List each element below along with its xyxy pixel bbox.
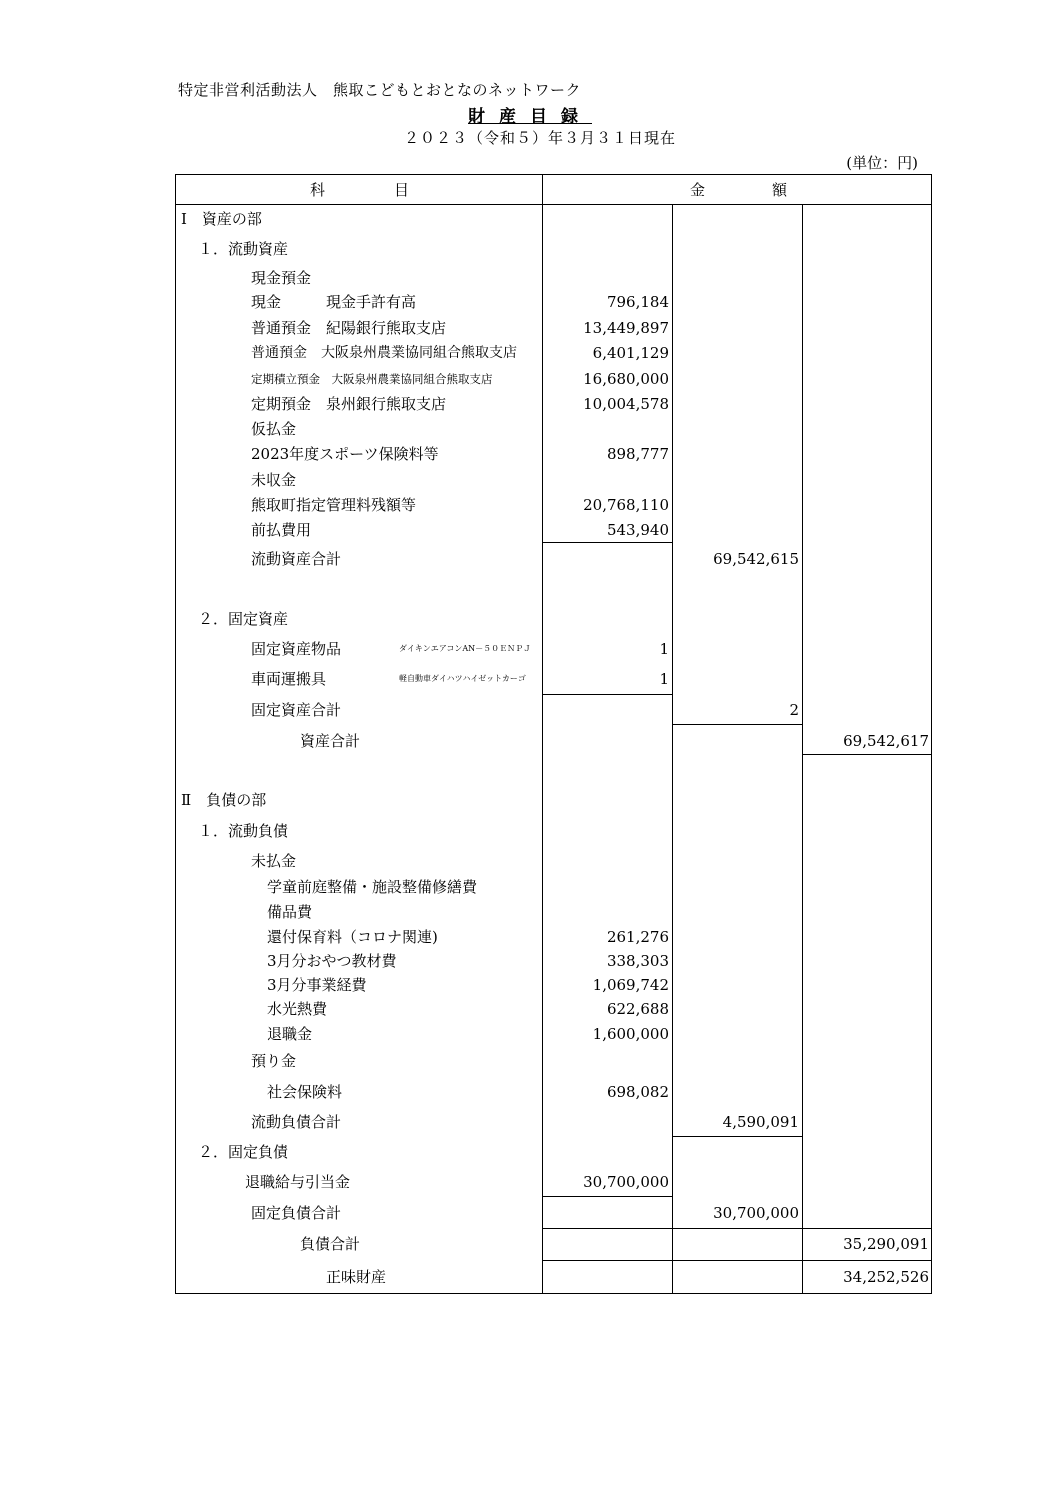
kiyo-bank-label: 普通預金 紀陽銀行熊取支店: [251, 319, 447, 337]
ja-fixed-deposit-label: 定期積立預金 大阪泉州農業協同組合熊取支店: [251, 372, 493, 386]
senshu-bank-label: 定期預金 泉州銀行熊取支店: [251, 395, 447, 413]
liabilities-section-heading: Ⅱ 負債の部: [181, 791, 267, 809]
current-assets-heading: １．流動資産: [198, 240, 289, 258]
organization-name: 特定非営利活動法人 熊取こどもとおとなのネットワーク: [178, 81, 582, 99]
column-header-amount-b: 額: [772, 181, 789, 199]
current-assets-total-amount: 69,542,615: [713, 550, 799, 568]
fixed-liabilities-heading: ２．固定負債: [198, 1143, 289, 1161]
business-expense-label: 3月分事業経費: [267, 976, 367, 994]
current-liabilities-total-label: 流動負債合計: [251, 1113, 342, 1131]
utilities-amount: 622,688: [606, 1000, 669, 1018]
column-header-item-b: 目: [394, 181, 411, 199]
unit-label: (単位：円): [846, 154, 918, 172]
vehicle-label: 車両運搬具: [251, 670, 327, 688]
snacks-label: 3月分おやつ教材費: [267, 952, 397, 970]
column-header-item-a: 科: [310, 181, 327, 199]
cash-deposits-heading: 現金預金: [251, 269, 312, 287]
senshu-bank-amount: 10,004,578: [583, 395, 669, 413]
ja-bank-amount: 6,401,129: [592, 344, 669, 362]
assets-total-label: 資産合計: [300, 732, 361, 750]
social-insurance-amount: 698,082: [606, 1083, 669, 1101]
kiyo-bank-amount: 13,449,897: [583, 319, 669, 337]
vehicle-amount: 1: [659, 670, 669, 688]
payable-heading: 未払金: [251, 852, 297, 870]
suspense-heading: 仮払金: [251, 420, 297, 438]
liabilities-total-amount: 35,290,091: [843, 1235, 929, 1253]
cash-label: 現金 現金手許有高: [251, 293, 417, 311]
fixed-assets-total-amount: 2: [789, 701, 799, 719]
fixed-assets-total-label: 固定資産合計: [251, 701, 342, 719]
vehicle-note: 軽自動車ダイハツハイゼットカーゴ: [399, 674, 526, 683]
sports-insurance-amount: 898,777: [606, 445, 669, 463]
fixed-assets-heading: ２．固定資産: [198, 610, 289, 628]
current-assets-total-label: 流動資産合計: [251, 550, 342, 568]
net-assets-amount: 34,252,526: [843, 1268, 929, 1286]
liabilities-total-label: 負債合計: [300, 1235, 361, 1253]
sports-insurance-label: 2023年度スポーツ保険料等: [251, 445, 439, 463]
refund-amount: 261,276: [606, 928, 669, 946]
retirement-allowance-amount: 30,700,000: [583, 1173, 669, 1191]
fixed-liabilities-total-label: 固定負債合計: [251, 1204, 342, 1222]
current-liabilities-total-amount: 4,590,091: [722, 1113, 799, 1131]
retirement-pay-label: 退職金: [267, 1025, 313, 1043]
assets-section-heading: Ⅰ 資産の部: [181, 210, 262, 228]
equipment-heading: 備品費: [267, 903, 313, 921]
cash-amount: 796,184: [606, 293, 669, 311]
fixed-goods-note: ダイキンエアコンAN－５０ＥＮＰＪ: [399, 644, 532, 653]
kumatori-fee-amount: 20,768,110: [583, 496, 669, 514]
fixed-goods-label: 固定資産物品: [251, 640, 342, 658]
receivable-heading: 未収金: [251, 471, 297, 489]
refund-label: 還付保育料（コロナ関連): [267, 928, 438, 946]
utilities-label: 水光熱費: [267, 1000, 328, 1018]
fixed-liabilities-total-amount: 30,700,000: [713, 1204, 799, 1222]
column-header-amount-a: 金: [690, 181, 707, 199]
document-title: 財産目録: [468, 107, 592, 127]
current-liabilities-heading: １．流動負債: [198, 822, 289, 840]
kumatori-fee-label: 熊取町指定管理料残額等: [251, 496, 417, 514]
deposits-received-heading: 預り金: [251, 1052, 297, 1070]
repair-heading: 学童前庭整備・施設整備修繕費: [267, 878, 478, 896]
business-expense-amount: 1,069,742: [592, 976, 669, 994]
snacks-amount: 338,303: [606, 952, 669, 970]
prepaid-amount: 543,940: [606, 521, 669, 539]
ja-bank-label: 普通預金 大阪泉州農業協同組合熊取支店: [251, 345, 517, 361]
net-assets-label: 正味財産: [326, 1268, 387, 1286]
retirement-pay-amount: 1,600,000: [592, 1025, 669, 1043]
prepaid-label: 前払費用: [251, 521, 312, 539]
assets-total-amount: 69,542,617: [843, 732, 929, 750]
fixed-goods-amount: 1: [659, 640, 669, 658]
as-of-date: ２０２３（令和５）年３月３１日現在: [403, 129, 676, 147]
retirement-allowance-label: 退職給与引当金: [245, 1173, 351, 1191]
social-insurance-label: 社会保険料: [267, 1083, 343, 1101]
ja-fixed-deposit-amount: 16,680,000: [583, 370, 669, 388]
